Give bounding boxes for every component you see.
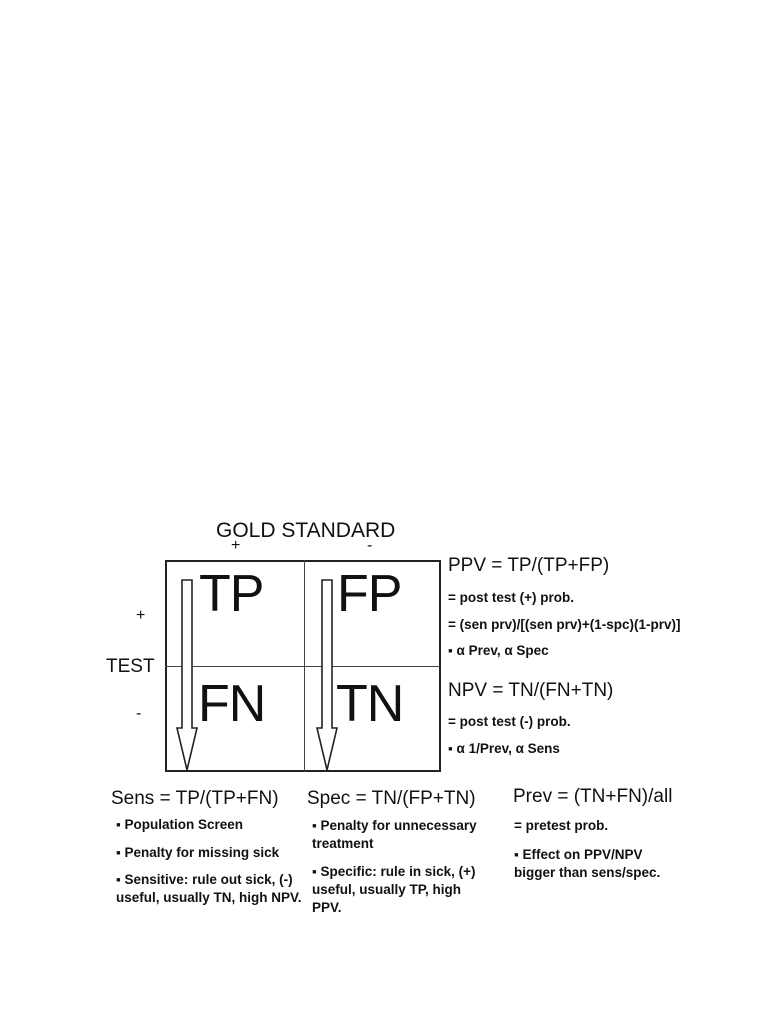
- npv-note-1: = post test (-) prob.: [448, 714, 571, 729]
- spec-arrow: [317, 580, 337, 770]
- sens-formula: Sens = TP/(TP+FN): [111, 788, 279, 809]
- sens-note-2: ▪ Penalty for missing sick: [116, 845, 280, 860]
- sens-note-3: ▪ Sensitive: rule out sick, (-) useful, usually TN, high NPV.: [116, 872, 302, 905]
- gold-standard-label: GOLD STANDARD: [216, 519, 396, 542]
- test-plus: +: [136, 607, 146, 624]
- cell-tn: TN: [336, 675, 404, 733]
- spec-note-1: ▪ Penalty for unnecessary treatment: [312, 818, 477, 851]
- cell-fp: FP: [337, 565, 402, 623]
- sens-note-1: ▪ Population Screen: [116, 817, 244, 832]
- gold-standard-plus: +: [231, 537, 241, 554]
- test-minus: -: [136, 705, 142, 722]
- spec-formula: Spec = TN/(FP+TN): [307, 788, 476, 809]
- ppv-note-2: = (sen prv)/[(sen prv)+(1-spc)(1-prv)]: [448, 617, 681, 632]
- npv-note-2: ▪ α 1/Prev, α Sens: [448, 741, 560, 756]
- test-label: TEST: [106, 656, 155, 677]
- npv-formula: NPV = TN/(FN+TN): [448, 680, 614, 701]
- prev-note-1: = pretest prob.: [514, 818, 609, 833]
- prev-note-2: ▪ Effect on PPV/NPV bigger than sens/spec.: [514, 847, 661, 880]
- cell-tp: TP: [199, 565, 264, 623]
- spec-note-2: ▪ Specific: rule in sick, (+) useful, usually TP, high PPV.: [312, 864, 476, 915]
- gold-standard-minus: -: [367, 537, 373, 554]
- ppv-note-3: ▪ α Prev, α Spec: [448, 643, 549, 658]
- prev-formula: Prev = (TN+FN)/all: [513, 786, 673, 807]
- cell-fn: FN: [198, 675, 266, 733]
- ppv-note-1: = post test (+) prob.: [448, 590, 575, 605]
- sens-arrow: [177, 580, 197, 770]
- ppv-formula: PPV = TP/(TP+FP): [448, 555, 610, 576]
